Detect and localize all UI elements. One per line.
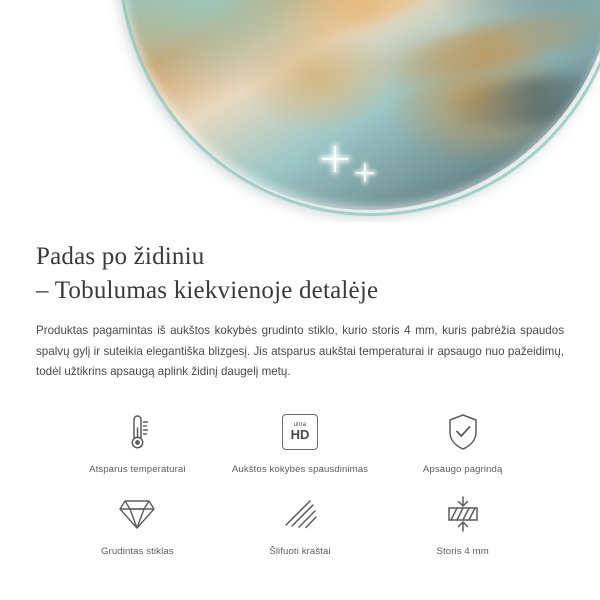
feature-label: Šlifuoti kraštai [269, 545, 331, 557]
diamond-icon [116, 491, 158, 537]
feature-item [381, 409, 544, 475]
ultra-hd-icon [282, 409, 318, 455]
headline-line-1: Padas po židiniu [36, 243, 205, 270]
feature-item [56, 409, 219, 475]
feature-label: Aukštos kokybės spausdinimas [231, 463, 369, 475]
hero-image [0, 0, 600, 222]
headline-line-2: – Tobulumas kiekvienoje detalėje [36, 276, 379, 304]
description-paragraph: Produktas pagamintas iš aukštos kokybės grudinto stiklo, kurio storis 4 mm, kuris pabrėžia spaudos spalvų gylį ir suteikia elegantiška blizgesį. Jis atsparus aukštai temperaturai ir apsaugo nuo pažeidimų, todėl užtikrins apsaugą aplink židinį daugelį metų. [36, 324, 564, 379]
feature-item [219, 409, 382, 475]
ultra-hd-badge-bottom: HD [290, 427, 310, 443]
thickness-icon [443, 491, 483, 537]
feature-label: Apsaugo pagrindą [422, 463, 503, 475]
round-glass-pad-image [118, 0, 600, 210]
content-block [0, 222, 600, 557]
ultra-hd-badge-top: ultra [293, 422, 307, 429]
shield-check-icon [445, 409, 481, 455]
thermometer-icon [120, 409, 154, 455]
feature-label: Storis 4 mm [436, 545, 489, 557]
page-title [36, 222, 564, 307]
feature-item [381, 491, 544, 557]
feature-label: Atsparus temperaturai [89, 463, 186, 475]
feature-grid [36, 409, 564, 557]
feature-label: Grudintas stiklas [101, 545, 174, 557]
marble-streak [446, 65, 600, 136]
feature-item [219, 491, 382, 557]
polished-edge-icon [280, 491, 320, 537]
feature-item [56, 491, 219, 557]
